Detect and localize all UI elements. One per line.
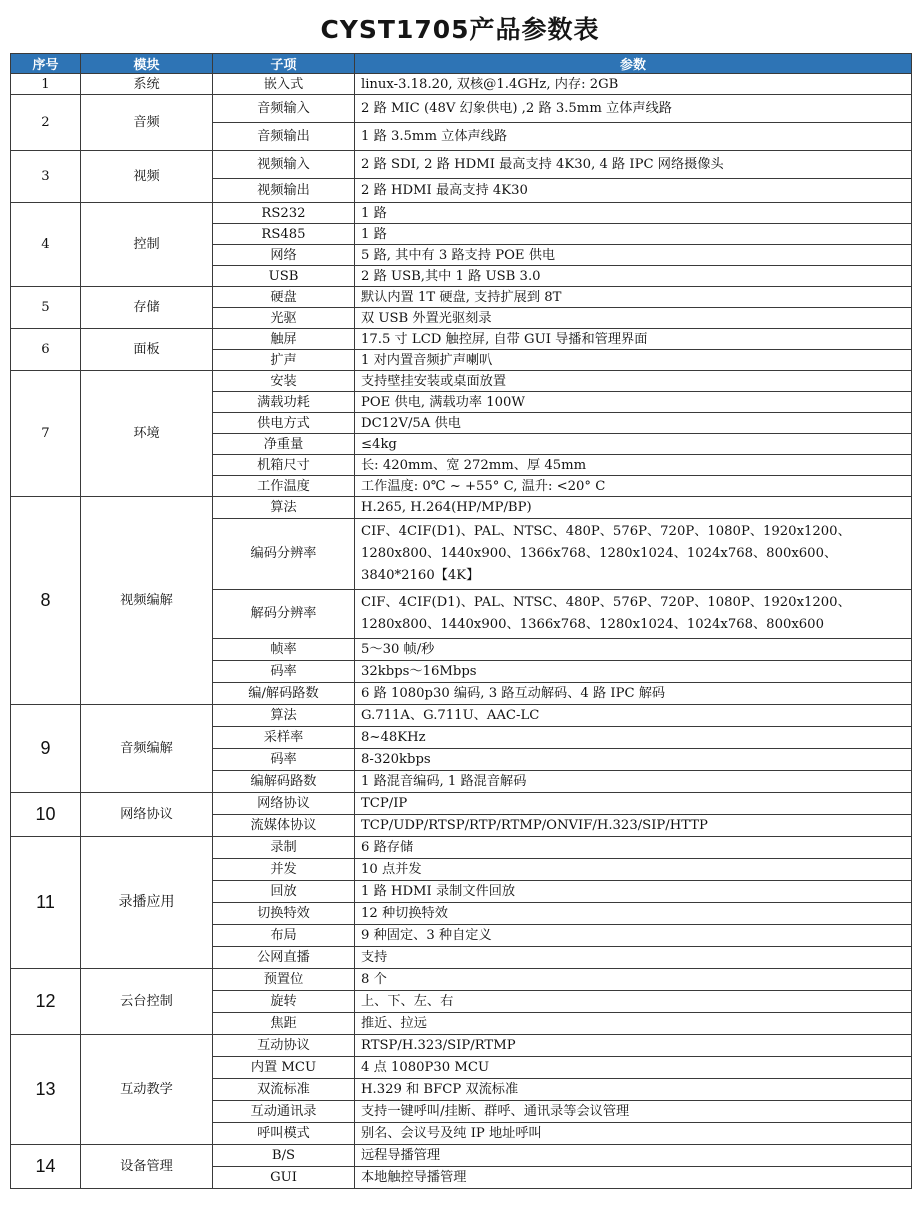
row-item: 呼叫模式 xyxy=(213,1123,355,1145)
row-param: 1 路 xyxy=(355,203,912,224)
row-item: 码率 xyxy=(213,749,355,771)
row-param: ≤4kg xyxy=(355,434,912,455)
row-item: 编码分辨率 xyxy=(213,519,355,590)
row-item: 编/解码路数 xyxy=(213,683,355,705)
row-param: 1 路 HDMI 录制文件回放 xyxy=(355,881,912,903)
row-param: linux-3.18.20, 双核@1.4GHz, 内存: 2GB xyxy=(355,74,912,95)
row-param: 长: 420mm、宽 272mm、厚 45mm xyxy=(355,455,912,476)
table-row xyxy=(11,705,912,727)
table-row xyxy=(11,1145,912,1167)
row-param: 8~48KHz xyxy=(355,727,912,749)
row-item: 互动通讯录 xyxy=(213,1101,355,1123)
row-item: 码率 xyxy=(213,661,355,683)
row-item: RS232 xyxy=(213,203,355,224)
row-item: 公网直播 xyxy=(213,947,355,969)
row-item: 工作温度 xyxy=(213,476,355,497)
row-param: 5 路, 其中有 3 路支持 POE 供电 xyxy=(355,245,912,266)
row-item: RS485 xyxy=(213,224,355,245)
group-module: 系统 xyxy=(81,74,213,95)
group-num: 9 xyxy=(11,705,81,793)
group-num: 1 xyxy=(11,74,81,95)
row-param: H.329 和 BFCP 双流标准 xyxy=(355,1079,912,1101)
row-item: 安装 xyxy=(213,371,355,392)
row-item: 供电方式 xyxy=(213,413,355,434)
row-item: 视频输出 xyxy=(213,179,355,203)
table-row xyxy=(11,151,912,179)
row-param: TCP/UDP/RTSP/RTP/RTMP/ONVIF/H.323/SIP/HTTP xyxy=(355,815,912,837)
row-param: 6 路 1080p30 编码, 3 路互动解码、4 路 IPC 解码 xyxy=(355,683,912,705)
header-module: 模块 xyxy=(81,54,213,74)
row-param: 4 点 1080P30 MCU xyxy=(355,1057,912,1079)
group-num: 12 xyxy=(11,969,81,1035)
row-item: 焦距 xyxy=(213,1013,355,1035)
table-row xyxy=(11,203,912,224)
row-param: 6 路存储 xyxy=(355,837,912,859)
row-item: 触屏 xyxy=(213,329,355,350)
row-param: 1 路 3.5mm 立体声线路 xyxy=(355,123,912,151)
row-item: 解码分辨率 xyxy=(213,590,355,639)
row-item: 网络协议 xyxy=(213,793,355,815)
row-item: 网络 xyxy=(213,245,355,266)
table-row xyxy=(11,497,912,519)
row-param: 别名、会议号及纯 IP 地址呼叫 xyxy=(355,1123,912,1145)
row-param: 17.5 寸 LCD 触控屏, 自带 GUI 导播和管理界面 xyxy=(355,329,912,350)
row-item: 净重量 xyxy=(213,434,355,455)
row-param: 支持一键呼叫/挂断、群呼、通讯录等会议管理 xyxy=(355,1101,912,1123)
row-item: 并发 xyxy=(213,859,355,881)
row-item: 光驱 xyxy=(213,308,355,329)
row-param: 32kbps～16Mbps xyxy=(355,661,912,683)
group-num: 4 xyxy=(11,203,81,287)
table-row xyxy=(11,95,912,123)
table-row xyxy=(11,371,912,392)
row-item: 旋转 xyxy=(213,991,355,1013)
header-num: 序号 xyxy=(11,54,81,74)
row-item: 硬盘 xyxy=(213,287,355,308)
group-module: 音频 xyxy=(81,95,213,151)
row-item: 流媒体协议 xyxy=(213,815,355,837)
row-item: 采样率 xyxy=(213,727,355,749)
row-item: 内置 MCU xyxy=(213,1057,355,1079)
table-row xyxy=(11,1035,912,1057)
spec-table xyxy=(10,53,912,1189)
row-param: 默认内置 1T 硬盘, 支持扩展到 8T xyxy=(355,287,912,308)
row-item: B/S xyxy=(213,1145,355,1167)
group-module: 设备管理 xyxy=(81,1145,213,1189)
row-param: 远程导播管理 xyxy=(355,1145,912,1167)
group-module: 录播应用 xyxy=(81,837,213,969)
row-item: 音频输入 xyxy=(213,95,355,123)
row-param: 上、下、左、右 xyxy=(355,991,912,1013)
row-param: 1 路混音编码, 1 路混音解码 xyxy=(355,771,912,793)
row-param: 2 路 HDMI 最高支持 4K30 xyxy=(355,179,912,203)
row-param: POE 供电, 满载功率 100W xyxy=(355,392,912,413)
row-param: 2 路 USB,其中 1 路 USB 3.0 xyxy=(355,266,912,287)
group-num: 6 xyxy=(11,329,81,371)
row-param: 推近、拉远 xyxy=(355,1013,912,1035)
group-module: 环境 xyxy=(81,371,213,497)
row-item: 满载功耗 xyxy=(213,392,355,413)
group-module: 音频编解 xyxy=(81,705,213,793)
row-param: 1 路 xyxy=(355,224,912,245)
row-item: 嵌入式 xyxy=(213,74,355,95)
group-module: 视频 xyxy=(81,151,213,203)
row-param: 双 USB 外置光驱刻录 xyxy=(355,308,912,329)
group-module: 视频编解 xyxy=(81,497,213,705)
row-param: TCP/IP xyxy=(355,793,912,815)
row-item: 预置位 xyxy=(213,969,355,991)
row-item: 互动协议 xyxy=(213,1035,355,1057)
row-item: 帧率 xyxy=(213,639,355,661)
group-module: 面板 xyxy=(81,329,213,371)
group-num: 13 xyxy=(11,1035,81,1145)
row-item: 音频输出 xyxy=(213,123,355,151)
row-param: CIF、4CIF(D1)、PAL、NTSC、480P、576P、720P、1080P、1920x1200、1280x800、1440x900、1366x768、1280x1024、1024x768、800x600 xyxy=(355,590,912,639)
row-param: 10 点并发 xyxy=(355,859,912,881)
row-param: 支持壁挂安装或桌面放置 xyxy=(355,371,912,392)
group-num: 11 xyxy=(11,837,81,969)
row-item: 扩声 xyxy=(213,350,355,371)
table-row xyxy=(11,969,912,991)
page-title: CYST1705产品参数表 xyxy=(320,15,600,44)
header-param: 参数 xyxy=(355,54,912,74)
row-param: 本地触控导播管理 xyxy=(355,1167,912,1189)
group-module: 存储 xyxy=(81,287,213,329)
row-param: 8-320kbps xyxy=(355,749,912,771)
row-param: 1 对内置音频扩声喇叭 xyxy=(355,350,912,371)
title-bar xyxy=(0,0,920,50)
row-param: 9 种固定、3 种自定义 xyxy=(355,925,912,947)
table-row xyxy=(11,329,912,350)
group-module: 云台控制 xyxy=(81,969,213,1035)
row-item: 切换特效 xyxy=(213,903,355,925)
group-module: 控制 xyxy=(81,203,213,287)
header-item: 子项 xyxy=(213,54,355,74)
row-item: 布局 xyxy=(213,925,355,947)
row-param: 5～30 帧/秒 xyxy=(355,639,912,661)
table-row xyxy=(11,287,912,308)
row-param: 工作温度: 0℃ ~ +55° C, 温升: <20° C xyxy=(355,476,912,497)
table-header-row xyxy=(11,54,912,74)
group-module: 互动教学 xyxy=(81,1035,213,1145)
table-row xyxy=(11,793,912,815)
row-item: 录制 xyxy=(213,837,355,859)
row-param: RTSP/H.323/SIP/RTMP xyxy=(355,1035,912,1057)
row-param: 2 路 MIC (48V 幻象供电) ,2 路 3.5mm 立体声线路 xyxy=(355,95,912,123)
row-param: DC12V/5A 供电 xyxy=(355,413,912,434)
row-param: CIF、4CIF(D1)、PAL、NTSC、480P、576P、720P、1080P、1920x1200、1280x800、1440x900、1366x768、1280x1024、1024x768、800x600、3840*2160【4K】 xyxy=(355,519,912,590)
group-num: 7 xyxy=(11,371,81,497)
table-row xyxy=(11,837,912,859)
row-param: 12 种切换特效 xyxy=(355,903,912,925)
row-item: GUI xyxy=(213,1167,355,1189)
group-num: 10 xyxy=(11,793,81,837)
group-module: 网络协议 xyxy=(81,793,213,837)
row-item: 机箱尺寸 xyxy=(213,455,355,476)
group-num: 5 xyxy=(11,287,81,329)
row-item: 算法 xyxy=(213,705,355,727)
row-item: 双流标准 xyxy=(213,1079,355,1101)
row-item: 回放 xyxy=(213,881,355,903)
row-item: USB xyxy=(213,266,355,287)
group-num: 3 xyxy=(11,151,81,203)
row-item: 算法 xyxy=(213,497,355,519)
group-num: 2 xyxy=(11,95,81,151)
row-param: 2 路 SDI, 2 路 HDMI 最高支持 4K30, 4 路 IPC 网络摄像头 xyxy=(355,151,912,179)
row-param: H.265, H.264(HP/MP/BP) xyxy=(355,497,912,519)
row-param: G.711A、G.711U、AAC-LC xyxy=(355,705,912,727)
row-param: 支持 xyxy=(355,947,912,969)
row-item: 编解码路数 xyxy=(213,771,355,793)
group-num: 14 xyxy=(11,1145,81,1189)
row-param: 8 个 xyxy=(355,969,912,991)
row-item: 视频输入 xyxy=(213,151,355,179)
table-row xyxy=(11,74,912,95)
group-num: 8 xyxy=(11,497,81,705)
